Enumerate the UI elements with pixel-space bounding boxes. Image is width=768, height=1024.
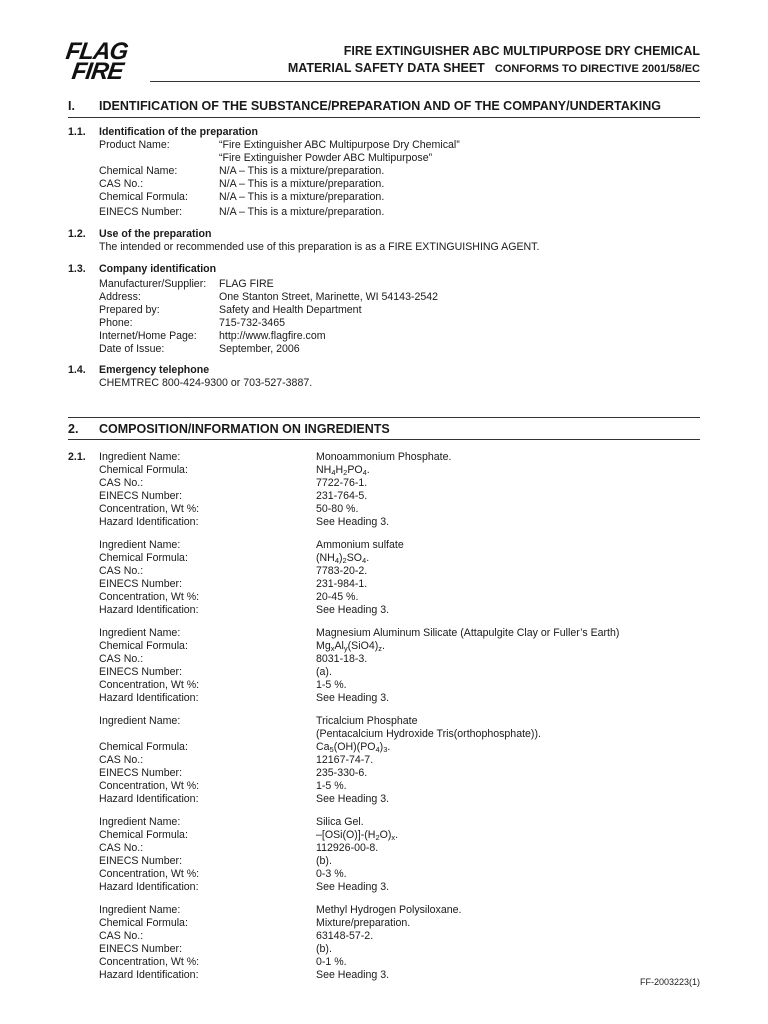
field-label: CAS No.: xyxy=(99,565,144,577)
einecs-number: (b). xyxy=(316,855,332,867)
field-value: One Stanton Street, Marinette, WI 54143-2542 xyxy=(219,291,439,303)
field-label: CAS No.: xyxy=(99,842,144,854)
paragraph: CHEMTREC 800-424-9300 or 703-527-3887. xyxy=(99,377,313,389)
logo-line2: FIRE xyxy=(70,58,125,85)
ingredient-name: Methyl Hydrogen Polysiloxane. xyxy=(316,904,462,916)
field-label: Hazard Identification: xyxy=(99,604,199,616)
chemical-formula: $Mg_xAl_y(SiO4)_z$. xyxy=(316,640,385,653)
ingredient-name: Tricalcium Phosphate xyxy=(316,715,418,727)
field-label: Hazard Identification: xyxy=(99,881,199,893)
concentration: 50-80 %. xyxy=(316,503,359,515)
section-1-number: I. xyxy=(68,99,75,113)
field-label: EINECS Number: xyxy=(99,206,183,218)
cas-number: 63148-57-2. xyxy=(316,930,374,942)
einecs-number: (b). xyxy=(316,943,332,955)
chemical-formula: $Ca_5(OH)(PO_4)_3$. xyxy=(316,741,391,754)
field-value: N/A – This is a mixture/preparation. xyxy=(219,206,385,218)
field-label: CAS No.: xyxy=(99,754,144,766)
field-label: Chemical Formula: xyxy=(99,191,188,203)
field-label: Concentration, Wt %: xyxy=(99,956,200,968)
field-label: Chemical Formula: xyxy=(99,552,188,564)
field-label: Chemical Formula: xyxy=(99,917,188,929)
field-label: Manufacturer/Supplier: xyxy=(99,278,207,290)
field-label: EINECS Number: xyxy=(99,666,183,678)
concentration: 1-5 %. xyxy=(316,679,347,691)
field-label: Chemical Formula: xyxy=(99,464,188,476)
cas-number: 7783-20-2. xyxy=(316,565,368,577)
field-label: Concentration, Wt %: xyxy=(99,591,200,603)
section-2-rule xyxy=(68,439,700,440)
subsection-number: 1.1. xyxy=(68,126,86,138)
subsection-number: 1.4. xyxy=(68,364,86,376)
field-label: Ingredient Name: xyxy=(99,539,181,551)
subsection-heading: Emergency telephone xyxy=(99,364,210,376)
subsection-number: 1.2. xyxy=(68,228,86,240)
field-label: CAS No.: xyxy=(99,178,144,190)
hazard-identification: See Heading 3. xyxy=(316,516,390,528)
field-value: FLAG FIRE xyxy=(219,278,274,290)
field-label: Ingredient Name: xyxy=(99,904,181,916)
field-value: September, 2006 xyxy=(219,343,300,355)
section-2-top-rule xyxy=(68,417,700,418)
field-label: EINECS Number: xyxy=(99,943,183,955)
document-title: FIRE EXTINGUISHER ABC MULTIPURPOSE DRY CHEMICAL xyxy=(343,44,700,58)
field-label: Concentration, Wt %: xyxy=(99,503,200,515)
ingredient-name: Ammonium sulfate xyxy=(316,539,404,551)
field-label: Product Name: xyxy=(99,139,170,151)
cas-number: 7722-76-1. xyxy=(316,477,368,489)
field-value: N/A – This is a mixture/preparation. xyxy=(219,191,385,203)
concentration: 0-1 %. xyxy=(316,956,347,968)
subsection-heading: Company identification xyxy=(99,263,217,275)
field-label: Concentration, Wt %: xyxy=(99,868,200,880)
field-label: Concentration, Wt %: xyxy=(99,780,200,792)
hazard-identification: See Heading 3. xyxy=(316,969,390,981)
document-subtitle xyxy=(230,61,700,75)
concentration: 1-5 %. xyxy=(316,780,347,792)
field-label: Internet/Home Page: xyxy=(99,330,197,342)
msds-label: MATERIAL SAFETY DATA SHEET xyxy=(287,61,485,75)
field-value: “Fire Extinguisher Powder ABC Multipurpose” xyxy=(219,152,433,164)
field-label: Ingredient Name: xyxy=(99,816,181,828)
ingredient-name-alt: (Pentacalcium Hydroxide Tris(orthophosphate)). xyxy=(316,728,541,740)
field-label: Address: xyxy=(99,291,141,303)
homepage-link[interactable]: http://www.flagfire.com xyxy=(219,330,326,342)
field-label: Chemical Name: xyxy=(99,165,178,177)
section-1-title: IDENTIFICATION OF THE SUBSTANCE/PREPARATION AND OF THE COMPANY/UNDERTAKING xyxy=(99,99,662,113)
cas-number: 112926-00-8. xyxy=(316,842,379,854)
ingredient-name: Silica Gel. xyxy=(316,816,364,828)
field-label: Ingredient Name: xyxy=(99,627,181,639)
chemical-formula: Mixture/preparation. xyxy=(316,917,411,929)
field-value: N/A – This is a mixture/preparation. xyxy=(219,178,385,190)
chemical-formula: $-[OSi(O)]-(H_2O)_x$. xyxy=(316,829,399,842)
hazard-identification: See Heading 3. xyxy=(316,604,390,616)
cas-number: 8031-18-3. xyxy=(316,653,368,665)
einecs-number: (a). xyxy=(316,666,332,678)
concentration: 20-45 %. xyxy=(316,591,359,603)
field-label: Prepared by: xyxy=(99,304,160,316)
field-label: Ingredient Name: xyxy=(99,451,181,463)
header-rule xyxy=(150,81,700,82)
logo-line1: FLAG xyxy=(64,38,130,65)
subsection-heading: Identification of the preparation xyxy=(99,126,258,138)
field-label: Chemical Formula: xyxy=(99,741,188,753)
field-label: Hazard Identification: xyxy=(99,793,199,805)
field-label: Phone: xyxy=(99,317,133,329)
einecs-number: 235-330-6. xyxy=(316,767,368,779)
field-label: Ingredient Name: xyxy=(99,715,181,727)
document-code: FF-2003223(1) xyxy=(639,977,700,987)
subsection-number: 2.1. xyxy=(68,451,86,463)
field-label: EINECS Number: xyxy=(99,855,183,867)
paragraph: The intended or recommended use of this preparation is as a FIRE EXTINGUISHING AGENT. xyxy=(99,241,540,253)
field-label: EINECS Number: xyxy=(99,490,183,502)
directive-conformance: CONFORMS TO DIRECTIVE 2001/58/EC xyxy=(494,63,700,75)
chemical-formula: $(NH_4)_2SO_4$. xyxy=(316,552,370,565)
hazard-identification: See Heading 3. xyxy=(316,793,390,805)
field-label: Hazard Identification: xyxy=(99,969,199,981)
field-value: 715-732-3465 xyxy=(219,317,285,329)
section-1-rule xyxy=(68,117,700,118)
field-label: Chemical Formula: xyxy=(99,640,188,652)
subsection-heading: Use of the preparation xyxy=(99,228,212,240)
field-value: “Fire Extinguisher ABC Multipurpose Dry Chemical” xyxy=(219,139,460,151)
field-label: EINECS Number: xyxy=(99,578,183,590)
field-label: CAS No.: xyxy=(99,930,144,942)
cas-number: 12167-74-7. xyxy=(316,754,374,766)
chemical-formula: $NH_4H_2PO_4$. xyxy=(316,464,370,477)
einecs-number: 231-984-1. xyxy=(316,578,368,590)
field-label: EINECS Number: xyxy=(99,767,183,779)
hazard-identification: See Heading 3. xyxy=(316,881,390,893)
section-2-title: COMPOSITION/INFORMATION ON INGREDIENTS xyxy=(99,422,390,436)
flag-fire-logo xyxy=(64,38,138,88)
field-label: Chemical Formula: xyxy=(99,829,188,841)
hazard-identification: See Heading 3. xyxy=(316,692,390,704)
ingredient-name: Magnesium Aluminum Silicate (Attapulgite Clay or Fuller’s Earth) xyxy=(316,627,620,639)
einecs-number: 231-764-5. xyxy=(316,490,368,502)
ingredient-name: Monoammonium Phosphate. xyxy=(316,451,452,463)
concentration: 0-3 %. xyxy=(316,868,347,880)
field-value: Safety and Health Department xyxy=(219,304,362,316)
field-label: CAS No.: xyxy=(99,477,144,489)
field-label: Concentration, Wt %: xyxy=(99,679,200,691)
subsection-number: 1.3. xyxy=(68,263,86,275)
field-label: Hazard Identification: xyxy=(99,516,199,528)
field-label: CAS No.: xyxy=(99,653,144,665)
field-label: Hazard Identification: xyxy=(99,692,199,704)
field-label: Date of Issue: xyxy=(99,343,165,355)
field-value: N/A – This is a mixture/preparation. xyxy=(219,165,385,177)
section-2-number: 2. xyxy=(68,422,79,436)
